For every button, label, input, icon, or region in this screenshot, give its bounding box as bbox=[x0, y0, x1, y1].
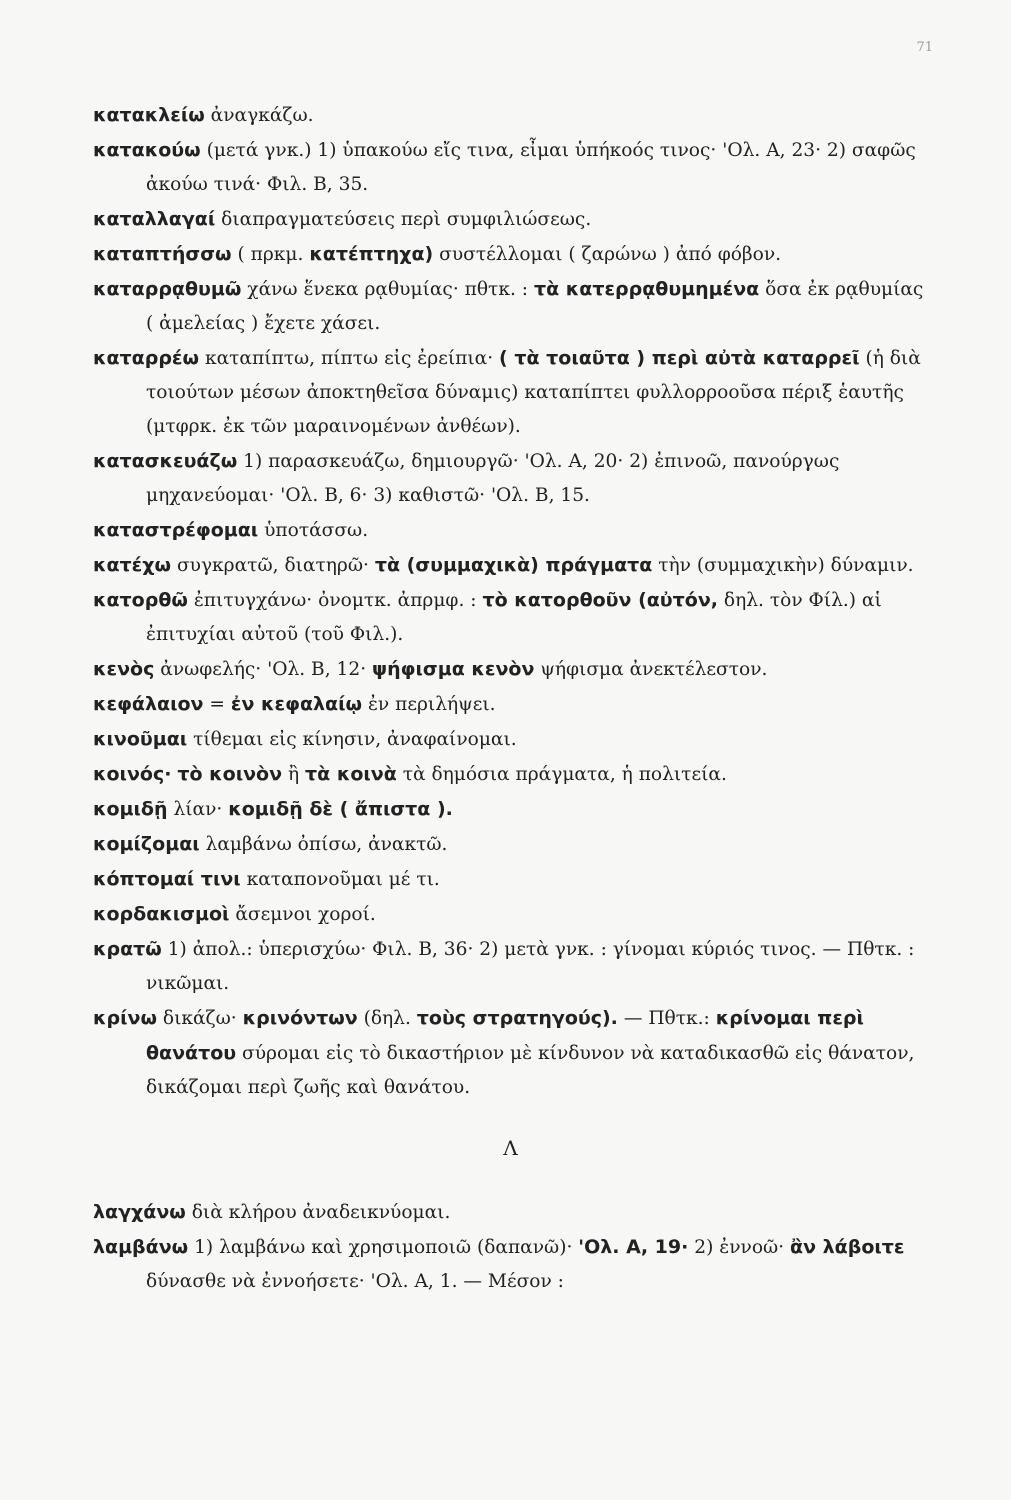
headword: κατασκευάζω bbox=[93, 450, 238, 472]
definition: 1) παρασκευάζω, δημιουργῶ· 'Ολ. Α, 20· 2) ἐπινοῶ, πανούργως μηχανεύομαι· 'Ολ. Β, 6· 3) καθιστῶ· 'Ολ. Β, 15. bbox=[146, 451, 840, 506]
bold-phrase: τὰ κατερρᾳθυμημένα bbox=[533, 278, 760, 300]
headword: λαγχάνω bbox=[93, 1201, 186, 1223]
entry bbox=[93, 932, 928, 1001]
definition: (δηλ. bbox=[363, 1008, 411, 1029]
entry bbox=[93, 792, 928, 827]
bold-phrase: ψήφισμα κενὸν bbox=[372, 658, 535, 680]
bold-phrase: τὰ (συμμαχικὰ) πράγματα bbox=[374, 554, 653, 576]
definition: 1) λαμβάνω καὶ χρησιμοποιῶ (δαπανῶ)· bbox=[194, 1237, 573, 1258]
definition: ἐν περιλήψει. bbox=[367, 694, 496, 715]
definition: ψήφισμα ἀνεκτέλεστον. bbox=[540, 659, 768, 680]
entry bbox=[93, 687, 928, 722]
headword: κεφάλαιον bbox=[93, 693, 204, 715]
headword: κατορθῶ bbox=[93, 589, 188, 611]
definition: λίαν· bbox=[173, 799, 223, 820]
headword: κορδακισμοὶ bbox=[93, 903, 230, 925]
bold-phrase: τοὺς στρατηγούς). bbox=[416, 1007, 618, 1029]
bold-phrase: τὰ κοινὰ bbox=[305, 763, 397, 785]
definition: 1) ἀπολ.: ὑπερισχύω· Φιλ. Β, 36· 2) μετὰ γνκ. : γίνομαι κύριός τινος. — Πθτκ. : νικῶμαι. bbox=[146, 939, 915, 994]
entry bbox=[93, 583, 928, 652]
entry bbox=[93, 1195, 928, 1230]
headword: κόπτομαί τινι bbox=[93, 868, 241, 890]
bold-phrase: κατέπτηχα) bbox=[309, 243, 434, 265]
headword: κοινός· bbox=[93, 763, 172, 785]
definition: τίθεμαι εἰς κίνησιν, ἀναφαίνομαι. bbox=[193, 729, 517, 750]
definition: ὅσα ἐκ ρᾳθυμίας ( ἀμελείας ) ἔχετε χάσει. bbox=[146, 279, 924, 334]
headword: κατέχω bbox=[93, 554, 172, 576]
definition: = bbox=[209, 694, 225, 715]
entry bbox=[93, 1001, 928, 1105]
entry bbox=[93, 272, 928, 341]
definition: (μετά γνκ.) 1) ὑπακούω εἴς τινα, εἶμαι ὑπήκοός τινος· 'Ολ. Α, 23· 2) σαφῶς ἀκούω τινά· Φιλ. Β, 35. bbox=[146, 140, 916, 195]
bold-phrase: ἐν κεφαλαίῳ bbox=[230, 693, 363, 715]
definition: ὑποτάσσω. bbox=[264, 520, 369, 541]
definition: ἀναγκάζω. bbox=[210, 105, 314, 126]
definition: δύνασθε νὰ ἐννοήσετε· 'Ολ. Α, 1. — Μέσον : bbox=[146, 1271, 564, 1292]
definition: τὰ δημόσια πράγματα, ἡ πολιτεία. bbox=[402, 764, 727, 785]
bold-phrase: κρίνομαι περὶ θανάτου bbox=[146, 1007, 864, 1064]
headword: κατακούω bbox=[93, 139, 201, 161]
headword: καταστρέφομαι bbox=[93, 519, 259, 541]
entry bbox=[93, 652, 928, 687]
headword: κομιδῇ bbox=[93, 798, 168, 820]
headword: κρίνω bbox=[93, 1007, 157, 1029]
definition: — Πθτκ.: bbox=[623, 1008, 710, 1029]
definition: συστέλλομαι ( ζαρώνω ) ἀπό φόβον. bbox=[439, 244, 782, 265]
bold-phrase: ἂν λάβοιτε bbox=[790, 1236, 905, 1258]
definition: χάνω ἕνεκα ρᾳθυμίας· πθτκ. : bbox=[247, 279, 529, 300]
entry bbox=[93, 827, 928, 862]
definition: λαμβάνω ὀπίσω, ἀνακτῶ. bbox=[205, 834, 448, 855]
entry bbox=[93, 897, 928, 932]
definition: ἢ bbox=[287, 764, 300, 785]
entry bbox=[93, 133, 928, 202]
definition: (ἡ διὰ τοιούτων μέσων ἀποκτηθεῖσα δύναμις) καταπίπτει φυλλορροοῦσα πέριξ ἑαυτῆς (μτφρκ. ἐκ τῶν μαραινομένων ἀνθέων). bbox=[146, 348, 921, 437]
definition: 2) ἐννοῶ· bbox=[694, 1237, 785, 1258]
definition: ἐπιτυγχάνω· ὀνομτκ. ἀπρμφ. : bbox=[193, 590, 477, 611]
bold-phrase: κομιδῇ δὲ ( ἄπιστα ). bbox=[228, 798, 453, 820]
page-number: 71 bbox=[916, 40, 933, 55]
entry bbox=[93, 513, 928, 548]
definition: δηλ. τὸν Φίλ.) αἱ ἐπιτυχίαι αὐτοῦ (τοῦ Φιλ.). bbox=[146, 590, 882, 645]
headword: κινοῦμαι bbox=[93, 728, 188, 750]
dictionary-column bbox=[93, 98, 928, 1299]
bold-phrase: ( τὰ τοιαῦτα ) περὶ αὐτὰ καταρρεῖ bbox=[499, 347, 860, 369]
headword: κρατῶ bbox=[93, 938, 162, 960]
entry bbox=[93, 98, 928, 133]
bold-phrase: τὸ κοινὸν bbox=[177, 763, 283, 785]
headword: λαμβάνω bbox=[93, 1236, 189, 1258]
entry bbox=[93, 202, 928, 237]
entry bbox=[93, 444, 928, 513]
definition: ἄσεμνοι χοροί. bbox=[235, 904, 376, 925]
bold-phrase: τὸ κατορθοῦν (αὐτόν, bbox=[482, 589, 718, 611]
entry bbox=[93, 862, 928, 897]
headword: κενὸς bbox=[93, 658, 155, 680]
entry bbox=[93, 1230, 928, 1299]
definition: διὰ κλήρου ἀναδεικνύομαι. bbox=[191, 1202, 451, 1223]
section-letter-heading: Λ bbox=[503, 1136, 518, 1160]
entry bbox=[93, 757, 928, 792]
headword: καταλλαγαί bbox=[93, 208, 216, 230]
definition: συγκρατῶ, διατηρῶ· bbox=[176, 555, 369, 576]
headword: καταρρᾳθυμῶ bbox=[93, 278, 242, 300]
entry bbox=[93, 548, 928, 583]
definition: διαπραγματεύσεις περὶ συμφιλιώσεως. bbox=[221, 209, 592, 230]
headword: καταπτήσσω bbox=[93, 243, 232, 265]
definition: δικάζω· bbox=[162, 1008, 237, 1029]
headword: καταρρέω bbox=[93, 347, 200, 369]
definition: τὴν (συμμαχικὴν) δύναμιν. bbox=[658, 555, 914, 576]
definition: καταπονοῦμαι μέ τι. bbox=[246, 869, 440, 890]
definition: σύρομαι εἰς τὸ δικαστήριον μὲ κίνδυνον νὰ καταδικασθῶ εἰς θάνατον, δικάζομαι περὶ ζωῆς καὶ θανάτου. bbox=[146, 1043, 915, 1098]
entry bbox=[93, 341, 928, 444]
headword: κομίζομαι bbox=[93, 833, 200, 855]
headword: κατακλείω bbox=[93, 104, 205, 126]
definition: ( πρκμ. bbox=[237, 244, 304, 265]
bold-phrase: κρινόντων bbox=[242, 1007, 358, 1029]
entry bbox=[93, 237, 928, 272]
bold-phrase: 'Ολ. Α, 19· bbox=[578, 1236, 689, 1258]
definition: καταπίπτω, πίπτω εἰς ἐρείπια· bbox=[204, 348, 494, 369]
entry bbox=[93, 722, 928, 757]
definition: ἀνωφελής· 'Ολ. Β, 12· bbox=[160, 659, 367, 680]
